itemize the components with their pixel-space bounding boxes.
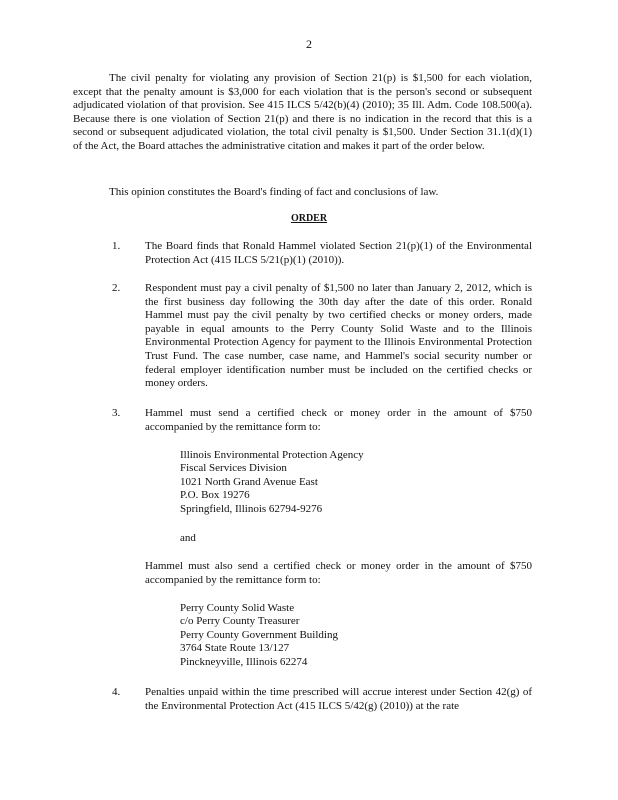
address-line: 3764 State Route 13/127 — [180, 642, 290, 655]
address-line: Pinckneyville, Illinois 62274 — [180, 655, 308, 668]
and-connector: and — [180, 532, 196, 544]
item-number-3: 3. — [112, 407, 121, 419]
item-number-1: 1. — [112, 240, 121, 252]
address-perry-county — [180, 602, 480, 669]
address-line: Perry County Solid Waste — [180, 602, 295, 614]
order-item-3-second-remittance: Hammel must also send a certified check or money order in the amount of $750 accompanied by the remittance form to: — [145, 560, 532, 586]
order-item-1: The Board finds that Ronald Hammel violated Section 21(p)(1) of the Environmental Protection Act (415 ILCS 5/21(p)(1) (2010)). — [145, 240, 532, 266]
order-item-4: Penalties unpaid within the time prescribed will accrue interest under Section 42(g) of the Environmental Protection Act (415 ILCS 5/42(g) (2010)) at the rate — [145, 686, 532, 712]
order-item-2: Respondent must pay a civil penalty of $1,500 no later than January 2, 2012, which is the first business day following the 30th day after the date of this order. Ronald Hammel must pay the civil penalty by two certified checks or money orders, made payable in equal amounts to the Perry County Solid Waste and to the Illinois Environmental Protection Agency for payment to the Illinois Environmental Protection Trust Fund. The case number, case name, and Hammel's social security number or federal employer identification number must be included on the certified checks or money orders. — [145, 282, 532, 390]
address-line: Perry County Government Building — [180, 628, 338, 641]
item-number-4: 4. — [112, 686, 121, 698]
page-number: 2 — [306, 37, 312, 51]
address-line: Illinois Environmental Protection Agency — [180, 449, 364, 461]
address-line: Springfield, Illinois 62794-9276 — [180, 502, 323, 515]
penalty-paragraph: The civil penalty for violating any provision of Section 21(p) is $1,500 for each violation, except that the penalty amount is $3,000 for each violation that is the person's second or subsequent adjudicated violation of that provision. See 415 ILCS 5/42(b)(4) (2010); 35 Ill. Adm. Code 108.500(a). Because there is one violation of Section 21(p) and there is no indication in the record that this is a second or subsequent adjudicated violation, the total civil penalty is $1,500. Under Section 31.1(d)(1) of the Act, the Board attaches the administrative citation and makes it part of the order below. — [73, 72, 532, 152]
address-line: 1021 North Grand Avenue East — [180, 475, 318, 488]
order-heading: ORDER — [290, 213, 328, 224]
address-line: Fiscal Services Division — [180, 462, 287, 475]
address-line: c/o Perry County Treasurer — [180, 615, 300, 628]
address-line: P.O. Box 19276 — [180, 489, 250, 502]
address-iepa — [180, 449, 480, 516]
opinion-paragraph: This opinion constitutes the Board's finding of fact and conclusions of law. — [109, 186, 439, 198]
order-item-3: Hammel must send a certified check or money order in the amount of $750 accompanied by the remittance form to: — [145, 407, 532, 433]
item-number-2: 2. — [112, 282, 121, 294]
